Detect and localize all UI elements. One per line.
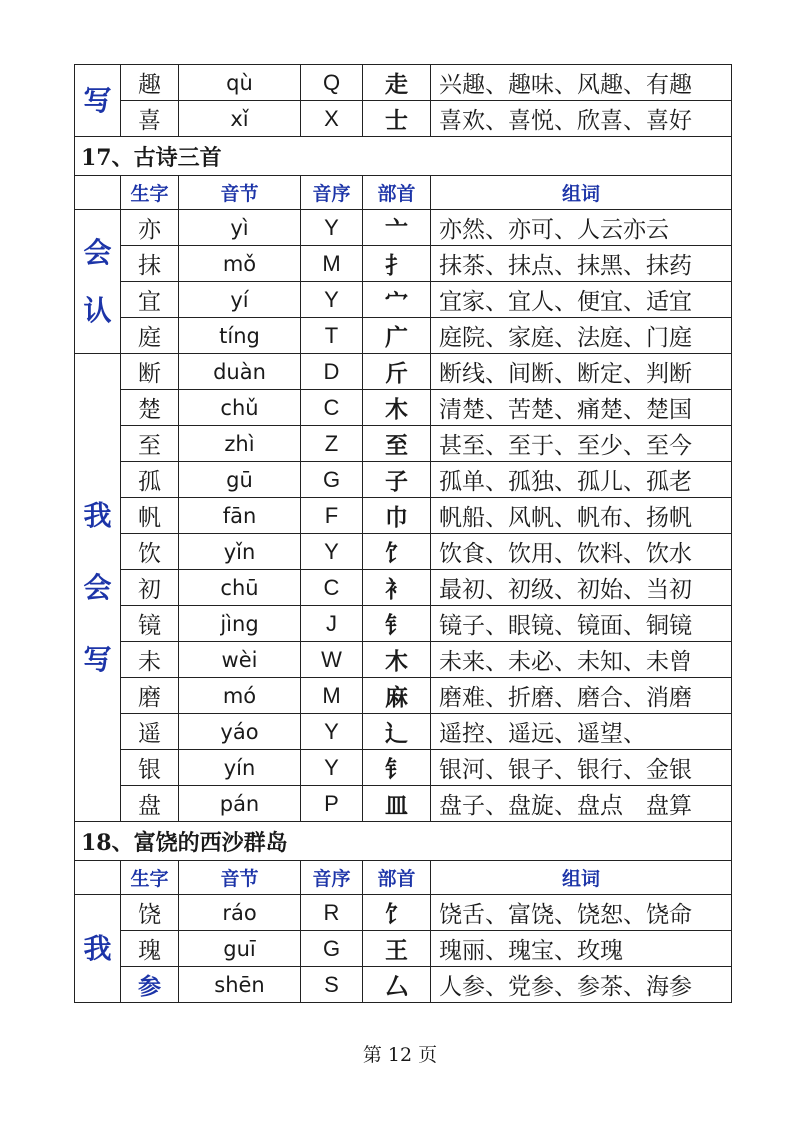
table-row [75,714,732,750]
words-cell: 盘子、盘旋、盘点 盘算 [431,786,732,822]
radical-cell: 麻 [363,678,431,714]
header-row [75,176,732,210]
lesson-title-row [75,822,732,861]
char-cell: 断 [121,354,179,390]
header-pinyin: 音节 [179,176,301,210]
header-words: 组词 [431,176,732,210]
lesson-title-row [75,137,732,176]
radical-cell: 饣 [363,534,431,570]
seq-cell: Y [301,534,363,570]
seq-cell: C [301,390,363,426]
pinyin-cell: ráo [179,895,301,931]
words-cell: 庭院、家庭、法庭、门庭 [431,318,732,354]
words-cell: 饮食、饮用、饮料、饮水 [431,534,732,570]
radical-cell: 饣 [363,895,431,931]
table-row [75,534,732,570]
char-cell: 亦 [121,210,179,246]
table-row [75,426,732,462]
pinyin-cell: tíng [179,318,301,354]
words-cell: 兴趣、趣味、风趣、有趣 [431,65,732,101]
header-char: 生字 [121,861,179,895]
pinyin-cell: pán [179,786,301,822]
char-cell: 宜 [121,282,179,318]
group-label: 会 认 [75,210,121,354]
radical-cell: 辶 [363,714,431,750]
table-row [75,606,732,642]
char-cell: 镜 [121,606,179,642]
char-cell: 帆 [121,498,179,534]
pinyin-cell: fān [179,498,301,534]
header-radical: 部首 [363,861,431,895]
char-cell: 抹 [121,246,179,282]
group-label: 我 [75,895,121,1003]
seq-cell: Y [301,282,363,318]
words-cell: 甚至、至于、至少、至今 [431,426,732,462]
header-seq: 音序 [301,861,363,895]
char-cell: 瑰 [121,931,179,967]
char-cell: 楚 [121,390,179,426]
header-char: 生字 [121,176,179,210]
radical-cell: 钅 [363,606,431,642]
words-cell: 清楚、苦楚、痛楚、楚国 [431,390,732,426]
seq-cell: C [301,570,363,606]
seq-cell: T [301,318,363,354]
table-row [75,210,732,246]
seq-cell: W [301,642,363,678]
table-row [75,750,732,786]
radical-cell: 亠 [363,210,431,246]
seq-cell: Z [301,426,363,462]
header-seq: 音序 [301,176,363,210]
table-row [75,65,732,101]
char-cell: 银 [121,750,179,786]
table-row [75,678,732,714]
words-cell: 人参、党参、参茶、海参 [431,967,732,1003]
radical-cell: 巾 [363,498,431,534]
radical-cell: 士 [363,101,431,137]
radical-cell: 衤 [363,570,431,606]
table-row [75,931,732,967]
radical-cell: 厶 [363,967,431,1003]
table-row [75,570,732,606]
words-cell: 磨难、折磨、磨合、消磨 [431,678,732,714]
radical-cell: 扌 [363,246,431,282]
pinyin-cell: yǐn [179,534,301,570]
pinyin-cell: zhì [179,426,301,462]
table-row [75,354,732,390]
pinyin-cell: chǔ [179,390,301,426]
radical-cell: 走 [363,65,431,101]
radical-cell: 钅 [363,750,431,786]
words-cell: 遥控、遥远、遥望、 [431,714,732,750]
header-radical: 部首 [363,176,431,210]
seq-cell: P [301,786,363,822]
radical-cell: 木 [363,642,431,678]
seq-cell: Y [301,210,363,246]
seq-cell: G [301,462,363,498]
seq-cell: R [301,895,363,931]
page-number: 第 12 页 [362,1044,438,1066]
char-cell: 未 [121,642,179,678]
words-cell: 未来、未必、未知、未曾 [431,642,732,678]
lesson-title: 18、富饶的西沙群岛 [75,822,732,861]
table-row [75,390,732,426]
pinyin-cell: yáo [179,714,301,750]
vocabulary-sheet [74,64,731,1003]
table-row [75,786,732,822]
seq-cell: F [301,498,363,534]
vocabulary-table [74,64,732,1003]
words-cell: 抹茶、抹点、抹黑、抹药 [431,246,732,282]
header-row [75,861,732,895]
radical-cell: 至 [363,426,431,462]
radical-cell: 皿 [363,786,431,822]
char-cell: 趣 [121,65,179,101]
words-cell: 最初、初级、初始、当初 [431,570,732,606]
seq-cell: G [301,931,363,967]
pinyin-cell: guī [179,931,301,967]
table-row [75,101,732,137]
seq-cell: Y [301,714,363,750]
pinyin-cell: yín [179,750,301,786]
group-label: 写 [75,65,121,137]
pinyin-cell: yí [179,282,301,318]
pinyin-cell: mó [179,678,301,714]
words-cell: 孤单、孤独、孤儿、孤老 [431,462,732,498]
radical-cell: 广 [363,318,431,354]
vocabulary-table-body [75,65,732,1003]
pinyin-cell: gū [179,462,301,498]
words-cell: 镜子、眼镜、镜面、铜镜 [431,606,732,642]
radical-cell: 斤 [363,354,431,390]
char-cell: 参 [121,967,179,1003]
char-cell: 盘 [121,786,179,822]
char-cell: 饶 [121,895,179,931]
seq-cell: S [301,967,363,1003]
table-row [75,462,732,498]
words-cell: 帆船、风帆、帆布、扬帆 [431,498,732,534]
pinyin-cell: xǐ [179,101,301,137]
header-pinyin: 音节 [179,861,301,895]
pinyin-cell: yì [179,210,301,246]
header-words: 组词 [431,861,732,895]
pinyin-cell: wèi [179,642,301,678]
char-cell: 孤 [121,462,179,498]
char-cell: 喜 [121,101,179,137]
words-cell: 银河、银子、银行、金银 [431,750,732,786]
pinyin-cell: mǒ [179,246,301,282]
seq-cell: D [301,354,363,390]
pinyin-cell: duàn [179,354,301,390]
pinyin-cell: jìng [179,606,301,642]
table-row [75,895,732,931]
seq-cell: X [301,101,363,137]
seq-cell: J [301,606,363,642]
char-cell: 初 [121,570,179,606]
words-cell: 亦然、亦可、人云亦云 [431,210,732,246]
seq-cell: Y [301,750,363,786]
char-cell: 磨 [121,678,179,714]
seq-cell: M [301,678,363,714]
table-row [75,498,732,534]
seq-cell: M [301,246,363,282]
pinyin-cell: shēn [179,967,301,1003]
char-cell: 饮 [121,534,179,570]
radical-cell: 宀 [363,282,431,318]
words-cell: 断线、间断、断定、判断 [431,354,732,390]
table-row [75,967,732,1003]
table-row [75,318,732,354]
words-cell: 宜家、宜人、便宜、适宜 [431,282,732,318]
seq-cell: Q [301,65,363,101]
header-blank [75,861,121,895]
radical-cell: 王 [363,931,431,967]
char-cell: 至 [121,426,179,462]
words-cell: 饶舌、富饶、饶恕、饶命 [431,895,732,931]
pinyin-cell: qù [179,65,301,101]
words-cell: 喜欢、喜悦、欣喜、喜好 [431,101,732,137]
radical-cell: 子 [363,462,431,498]
table-row [75,246,732,282]
table-row [75,282,732,318]
lesson-title: 17、古诗三首 [75,137,732,176]
char-cell: 庭 [121,318,179,354]
group-label: 我 会 写 [75,354,121,822]
pinyin-cell: chū [179,570,301,606]
table-row [75,642,732,678]
char-cell: 遥 [121,714,179,750]
radical-cell: 木 [363,390,431,426]
header-blank [75,176,121,210]
words-cell: 瑰丽、瑰宝、玫瑰 [431,931,732,967]
